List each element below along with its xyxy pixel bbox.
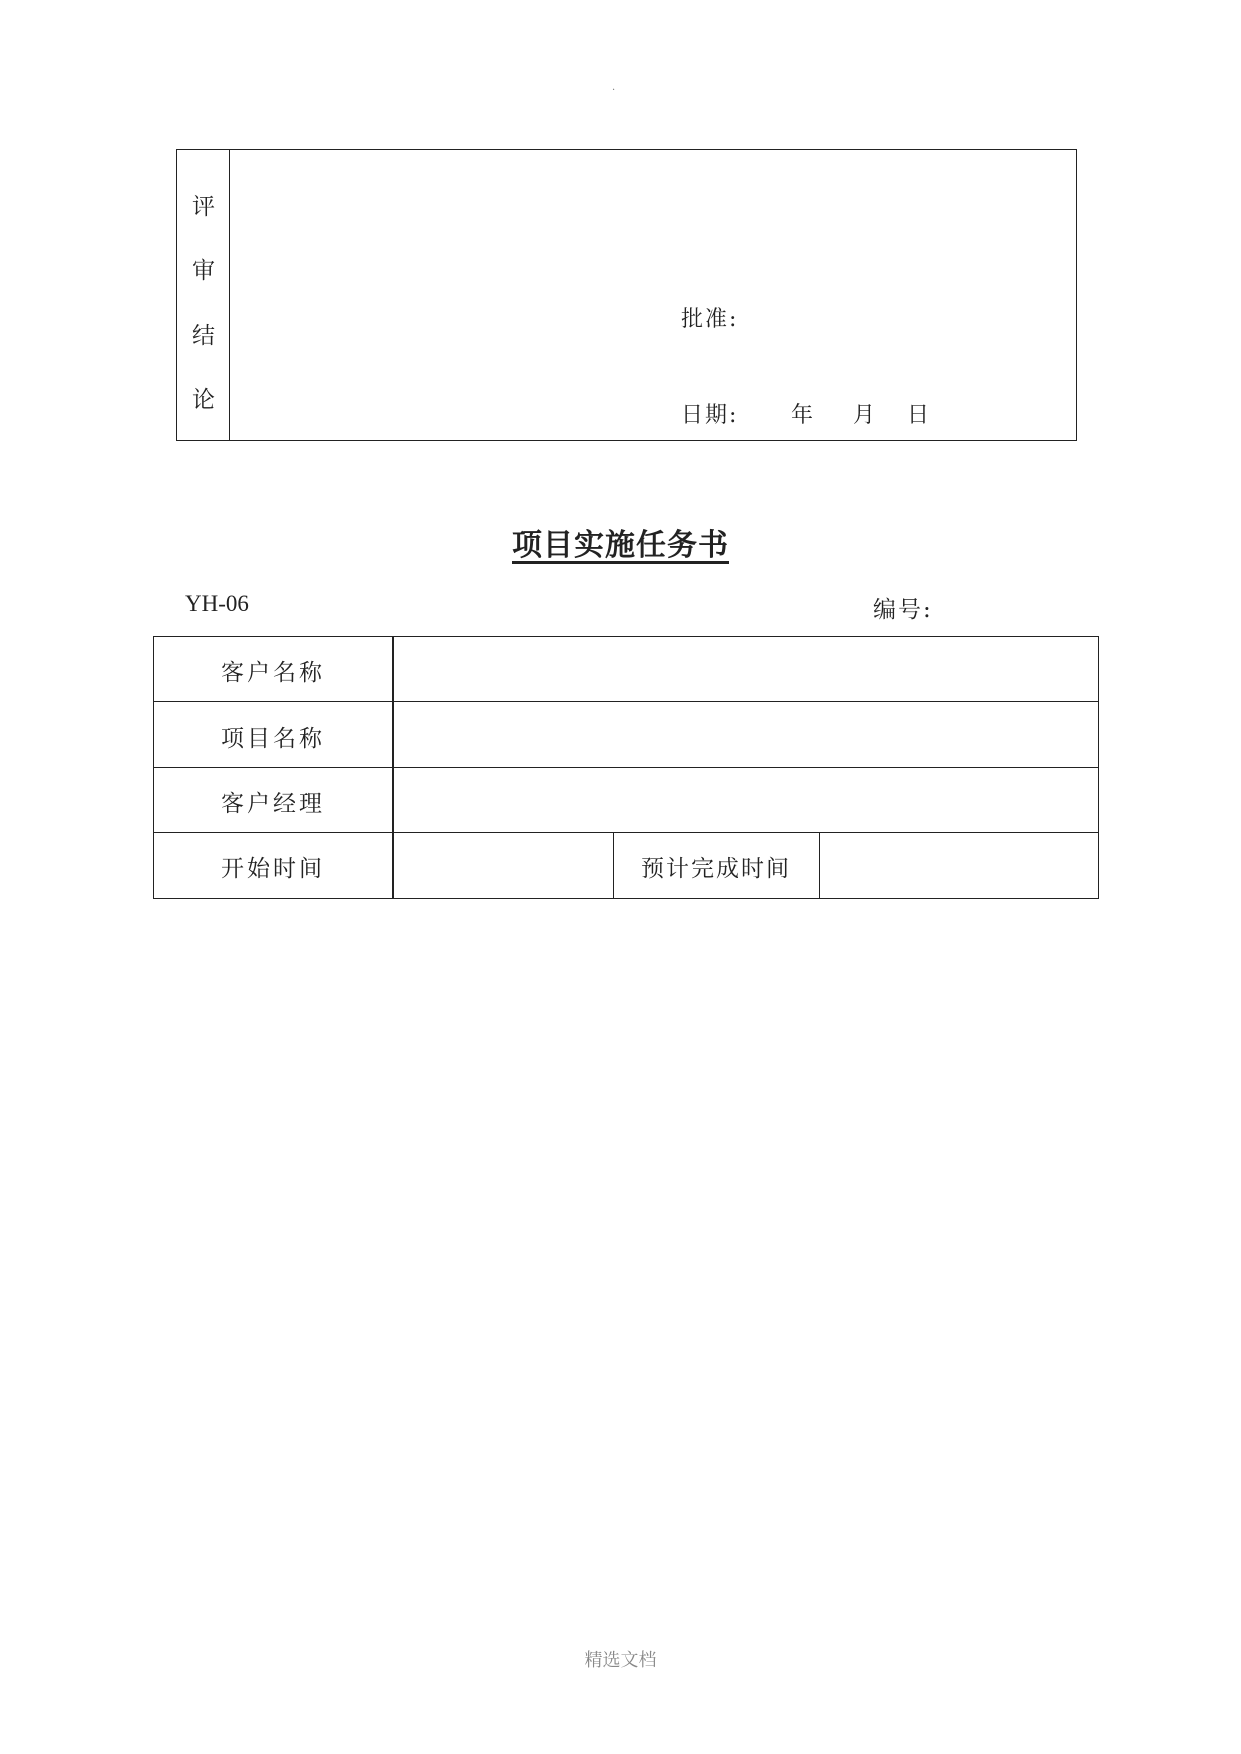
start-time-label: 开始时间 [221,856,325,882]
review-label-char: 评 [192,194,215,220]
approve-label: 批准: [681,307,739,332]
header-mark: . [612,82,616,93]
column-divider [819,832,820,898]
review-label-char: 论 [192,387,215,413]
page-title: 项目实施任务书 [512,528,729,563]
row-divider [154,701,1098,702]
task-table [153,636,1099,899]
page-footer: 精选文档 [584,1650,657,1671]
review-label-char: 审 [192,258,215,284]
date-year-label: 年 [791,403,816,428]
row-divider [154,767,1098,768]
date-label: 日期: [681,403,739,428]
date-month-label: 月 [853,403,878,428]
expected-completion-label: 预计完成时间 [641,856,791,882]
row-divider [154,832,1098,833]
column-divider [392,637,394,898]
project-name-label: 项目名称 [221,726,325,752]
review-label-column [177,150,230,440]
customer-manager-label: 客户经理 [221,791,325,817]
date-day-label: 日 [907,403,932,428]
customer-name-label: 客户名称 [221,660,325,686]
review-table [176,149,1077,441]
number-label: 编号: [873,597,933,623]
doc-code: YH-06 [185,591,249,616]
review-label-char: 结 [192,323,215,349]
